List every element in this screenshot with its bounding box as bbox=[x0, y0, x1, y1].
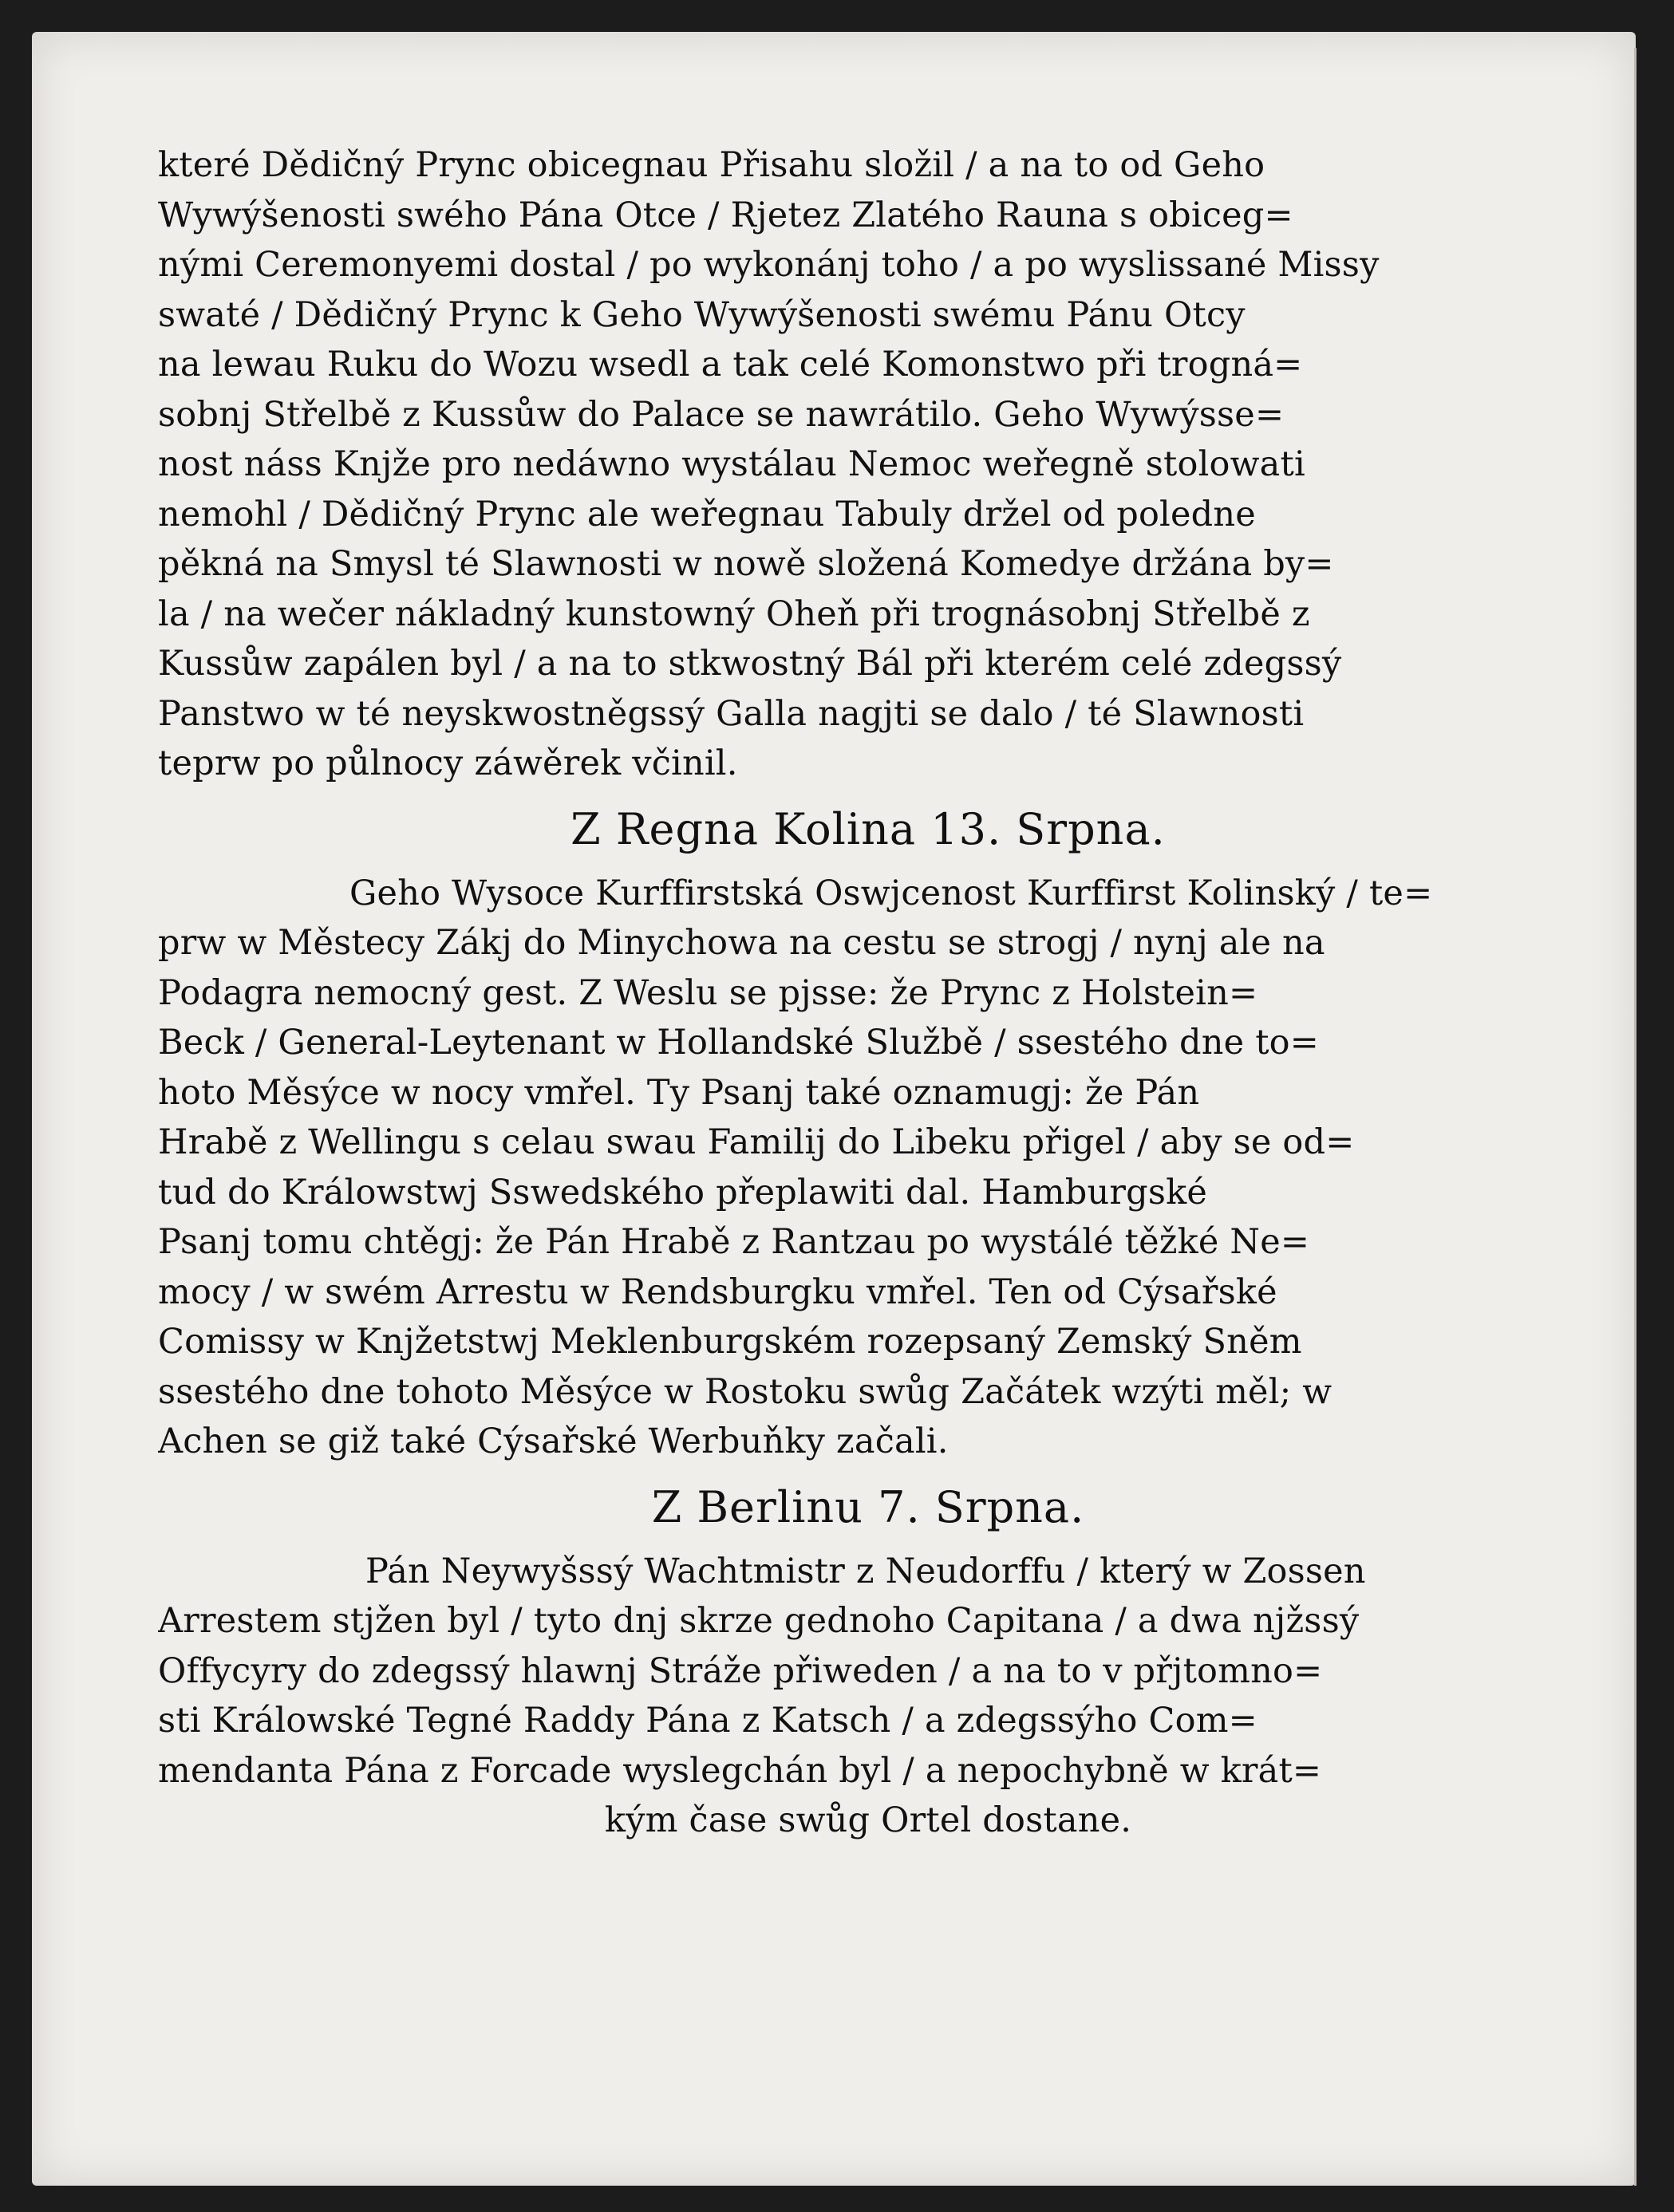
section-heading-berlin: Z Berlinu 7. Srpna. bbox=[651, 1481, 1085, 1532]
text-line: teprw po půlnocy záwěrek včinil. bbox=[158, 743, 738, 783]
paragraph-2 bbox=[158, 869, 1578, 1467]
text-line: na lewau Ruku do Wozu wsedl a tak celé Komonstwo při trogná= bbox=[158, 345, 1303, 384]
text-line: mendanta Pána z Forcade wyslegchán byl / a nepochybně w krát= bbox=[158, 1750, 1322, 1791]
text-line: Podagra nemocný gest. Z Weslu se pjsse: že Prync z Holstein= bbox=[158, 972, 1258, 1013]
paragraph-3 bbox=[158, 1547, 1578, 1846]
text-line: mocy / w swém Arrestu w Rendsburgku vmřel. Ten od Cýsařské bbox=[158, 1272, 1277, 1312]
section-heading-kolin: Z Regna Kolina 13. Srpna. bbox=[571, 803, 1166, 854]
text-line: Achen se giž také Cýsařské Werbuňky začali. bbox=[158, 1421, 949, 1461]
text-line: sti Králowské Tegné Raddy Pána z Katsch / a zdegssýho Com= bbox=[158, 1701, 1257, 1741]
text-line: tud do Králowstwj Sswedského přeplawiti dal. Hamburgské bbox=[158, 1172, 1208, 1212]
text-line: nost náss Knjže pro nedáwno wystálau Nemoc weřegně stolowati bbox=[158, 444, 1305, 484]
text-line: ssestého dne tohoto Měsýce w Rostoku swůg Začátek wzýti měl; w bbox=[158, 1371, 1332, 1412]
paragraph-1 bbox=[158, 140, 1578, 789]
text-line: sobnj Střelbě z Kussůw do Palace se nawrátilo. Geho Wywýsse= bbox=[158, 394, 1285, 435]
page-edge bbox=[1634, 48, 1636, 2186]
text-line: Arrestem stjžen byl / tyto dnj skrze gednoho Capitana / a dwa njžssý bbox=[158, 1601, 1360, 1641]
text-line: kým čase swůg Ortel dostane. bbox=[604, 1800, 1132, 1840]
page-text bbox=[158, 140, 1578, 1846]
text-line: Kussůw zapálen byl / a na to stkwostný Bál při kterém celé zdegssý bbox=[158, 644, 1342, 684]
text-line: la / na wečer nákladný kunstowný Oheň při trognásobnj Střelbě z bbox=[158, 593, 1310, 634]
text-line: Pán Neywyšssý Wachtmistr z Neudorffu / který w Zossen bbox=[365, 1551, 1366, 1591]
text-line: Psanj tomu chtěgj: že Pán Hrabě z Rantzau po wystálé těžké Ne= bbox=[158, 1222, 1310, 1262]
text-line: Panstwo w té neyskwostněgssý Galla nagjti se dalo / té Slawnosti bbox=[158, 693, 1305, 734]
text-line: Geho Wysoce Kurffirstská Oswjcenost Kurffirst Kolinský / te= bbox=[349, 873, 1433, 913]
text-line: Comissy w Knjžetstwj Meklenburgském rozepsaný Zemský Sněm bbox=[158, 1322, 1302, 1362]
text-line: nými Ceremonyemi dostal / po wykonánj toho / a po wyslissané Missy bbox=[158, 245, 1380, 285]
text-line: které Dědičný Prync obicegnau Přisahu složil / a na to od Geho bbox=[158, 145, 1265, 185]
text-line: pěkná na Smysl té Slawnosti w nowě složená Komedye držána by= bbox=[158, 544, 1334, 584]
text-line: Hrabě z Wellingu s celau swau Familij do Libeku přigel / aby se od= bbox=[158, 1122, 1355, 1162]
text-line: swaté / Dědičný Prync k Geho Wywýšenosti swému Pánu Otcy bbox=[158, 294, 1246, 335]
text-line: hoto Měsýce w nocy vmřel. Ty Psanj také oznamugj: že Pán bbox=[158, 1072, 1200, 1113]
text-line: Beck / General-Leytenant w Hollandské Službě / ssestého dne to= bbox=[158, 1023, 1319, 1063]
text-line: Offycyry do zdegssý hlawnj Stráže přiweden / a na to v přjtomno= bbox=[158, 1650, 1323, 1691]
text-line: Wywýšenosti swého Pána Otce / Rjetez Zlatého Rauna s obiceg= bbox=[158, 195, 1293, 235]
text-line: prw w Městecy Zákj do Minychowa na cestu se strogj / nynj ale na bbox=[158, 923, 1325, 963]
text-line: nemohl / Dědičný Prync ale weřegnau Tabuly držel od poledne bbox=[158, 494, 1256, 534]
